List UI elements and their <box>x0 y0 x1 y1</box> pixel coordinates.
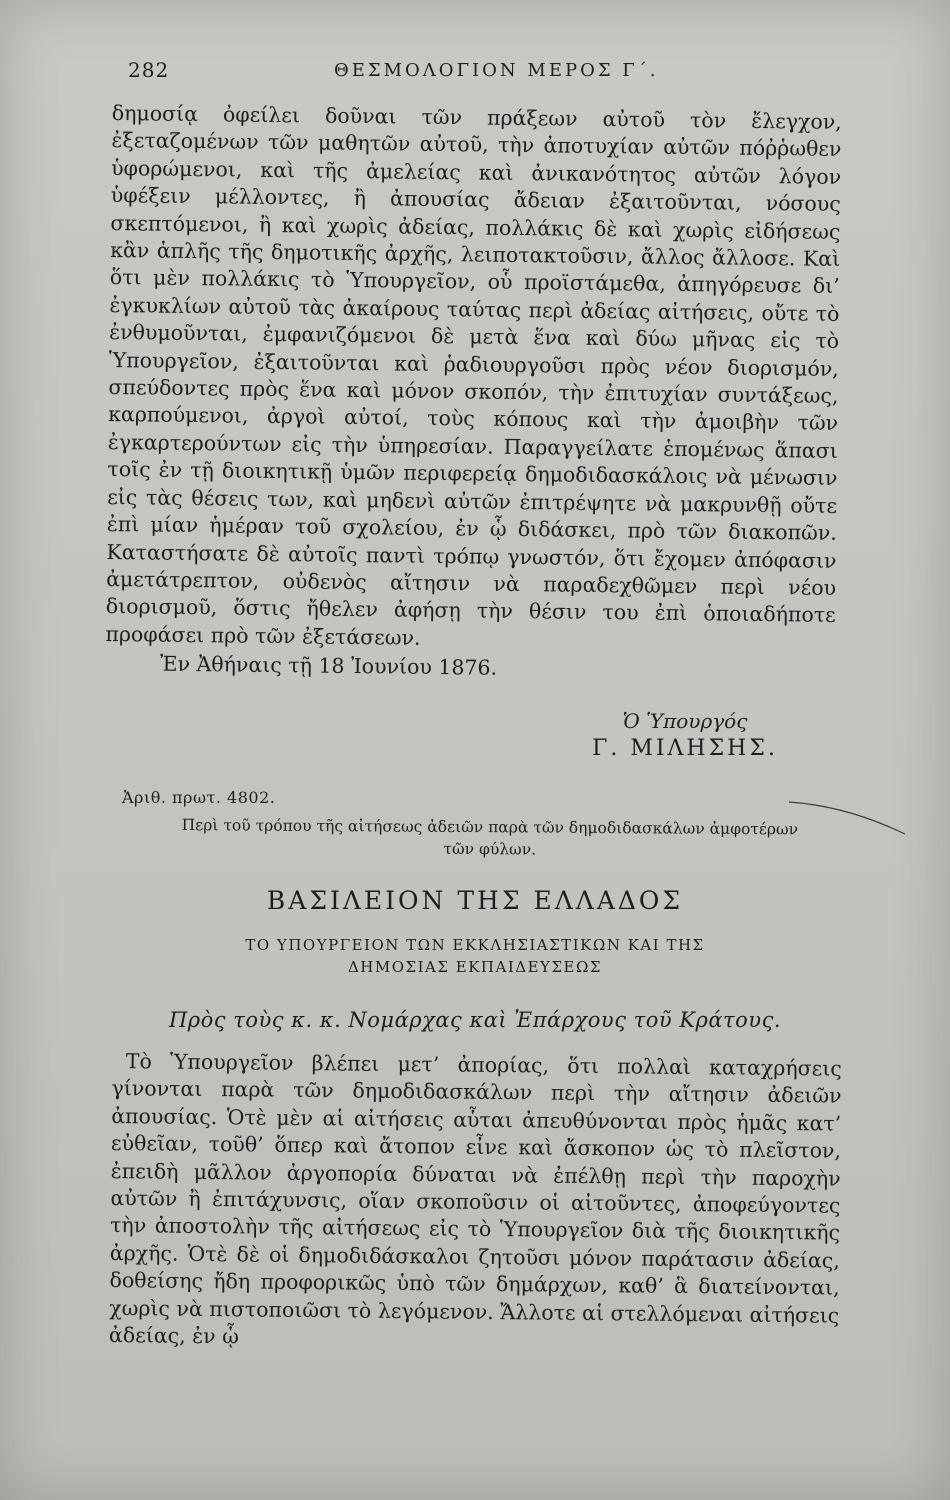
pen-stroke-mark <box>787 800 907 840</box>
signature-block <box>560 708 810 764</box>
signature-title: Ὁ Ὑπουργός <box>622 709 748 733</box>
text-block-continued <box>105 100 842 686</box>
kingdom-heading: ΒΑΣΙΛΕΙΟΝ ΤΗΣ ΕΛΛΑΔΟΣ <box>266 886 684 915</box>
paragraph-circular: Τὸ Ὑπουργεῖον βλέπει μετ’ ἀπορίας, ὅτι πολλαὶ καταχρήσεις γίνονται παρὰ τῶν δημοδιδασκάλων περὶ τὴν αἴτησιν ἀδειῶν ἀπουσίας. Ὁτὲ μὲν αἱ αἰτήσεις αὗται ἀπευθύνονται πρὸς ἡμᾶς κατ’ εὐθεῖαν, τοῦθ’ ὅπερ καὶ ἄτοπον εἶνε καὶ ἄσκοπον ὡς τὸ πλεῖστον, ἐπειδὴ μᾶλλον ἀργοπορία δύναται νὰ ἐπέλθῃ περὶ τὴν παροχὴν αὐτῶν ἢ ἐπιτάχυνσις, οἵαν σκοποῦσιν οἱ αἰτοῦντες, ἀποφεύγοντες τὴν ἀποστολὴν τῆς αἰτήσεως εἰς τὸ Ὑπουργεῖον διὰ τῆς διοικητικῆς ἀρχῆς. Ὁτὲ δὲ οἱ δημοδιδάσκαλοι ζητοῦσι μόνον παράτασιν ἀδείας, δοθείσης ἤδη προφορικῶς ὑπὸ τῶν δημάρχων, καθ’ ἃ διατείνονται, χωρὶς νὰ πιστοποιῶσι τὸ λεγόμενον. Ἄλλοτε αἱ στελλόμεναι αἰτήσεις ἀδείας, ἐν ᾧ <box>108 1049 842 1349</box>
ministry-line-2: ΔΗΜΟΣΙΑΣ ΕΚΠΑΙΔΕΥΣΕΩΣ <box>347 958 603 976</box>
signature-name: Γ. ΜΙΛΗΣΗΣ. <box>592 736 778 761</box>
dateline: Ἐν Ἀθήναις τῇ 18 Ἰουνίου 1876. <box>159 651 498 680</box>
ministry-heading <box>0 934 950 978</box>
subject-heading: Περὶ τοῦ τρόπου τῆς αἰτήσεως ἀδειῶν παρὰ τῶν δημοδιδασκάλων ἀμφοτέρων τῶν φύλων. <box>181 816 799 859</box>
ministry-line-1: ΤΟ ΥΠΟΥΡΓΕΙΟΝ ΤΩΝ ΕΚΚΛΗΣΙΑΣΤΙΚΩΝ ΚΑΙ ΤΗΣ <box>245 936 705 954</box>
page-number: 282 <box>128 58 170 82</box>
paragraph-continued: δημοσίᾳ ὀφείλει δοῦναι τῶν πράξεων αὐτοῦ τὸν ἔλεγχον, ἐξεταζομένων τῶν μαθητῶν αὐτοῦ, τὴν ἀποτυχίαν αὐτῶν πόῤῥωθεν ὑφορώμενοι, καὶ τῆς ἀμελείας καὶ ἀνικανότητος αὐτῶν λόγον ὑφέξειν μέλλοντες, ἢ ἀπουσίας ἄδειαν ἐξαιτοῦνται, νόσους σκεπτόμενοι, ἢ καὶ χωρὶς ἀδείας, πολλάκις δὲ καὶ χωρὶς εἰδήσεως κἂν ἁπλῆς τῆς δημοτικῆς ἀρχῆς, λειποτακτοῦσιν, ἄλλος ἄλλοσε. Καὶ ὅτι μὲν πολλάκις τὸ Ὑπουργεῖον, οὗ προϊστάμεθα, ἀπηγόρευσε δι’ ἐγκυκλίων αὐτοῦ τὰς ἀκαίρους ταύτας περὶ ἀδείας αἰτήσεις, οὔτε τὸ ἐνθυμοῦνται, ἐμφανιζόμενοι δὲ μετὰ ἕνα καὶ δύω μῆνας εἰς τὸ Ὑπουργεῖον, ἐξαιτοῦνται καὶ ῥαδιουργοῦσι πρὸς νέον διορισμόν, σπεύδοντες πρὸς ἕνα καὶ μόνον σκοπόν, τὴν ἐπιτυχίαν συντάξεως, καρπούμενοι, ἀργοὶ αὐτοί, τοὺς κόπους καὶ τὴν ἀμοιβὴν τῶν ἐγκαρτερούντων εἰς τὴν ὑπηρεσίαν. Παραγγείλατε ἑπομένως ἅπασι τοῖς ἐν τῇ διοικητικῇ ὑμῶν περιφερείᾳ δημοδιδασκάλοις νὰ μένωσιν εἰς τὰς θέσεις των, καὶ μηδενὶ αὐτῶν ἐπιτρέψητε νὰ μακρυνθῇ οὔτε ἐπὶ μίαν ἡμέραν τοῦ σχολείου, ἐν ᾧ διδάσκει, πρὸ τῶν διακοπῶν. Καταστήσατε δὲ αὐτοῖς παντὶ τρόπῳ γνωστόν, ὅτι ἔχομεν ἀπόφασιν ἀμετάτρεπτον, οὐδενὸς αἴτησιν νὰ παραδεχθῶμεν περὶ νέου διορισμοῦ, ὅστις ἤθελεν ἀφήσῃ τὴν θέσιν του ἐπὶ ὁποιαδήποτε προφάσει πρὸ τῶν ἐξετάσεων. <box>105 100 842 650</box>
protocol-number: Ἀριθ. πρωτ. 4802. <box>122 788 276 807</box>
text-block-circular <box>109 1048 842 1357</box>
addressee-line: Πρὸς τοὺς κ. κ. Νομάρχας καὶ Ἐπάρχους τοῦ Κράτους. <box>168 1008 782 1032</box>
running-title: ΘΕΣΜΟΛΟΓΙΟΝ ΜΕΡΟΣ Γ΄. <box>334 60 659 81</box>
page-header <box>128 58 848 92</box>
